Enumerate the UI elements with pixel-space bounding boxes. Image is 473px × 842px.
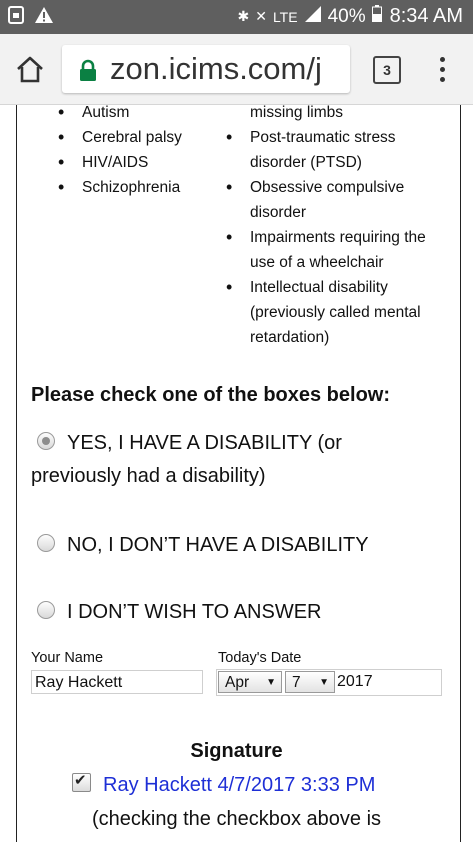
conditions-list-left	[58, 105, 208, 200]
list-item: • Schizophrenia	[58, 175, 208, 200]
conditions-list-right	[226, 105, 441, 350]
date-label: Today's Date	[218, 650, 302, 666]
radio-option-decline[interactable]: I DON’T WISH TO ANSWER	[31, 596, 321, 629]
bluetooth-icon: ✱	[237, 8, 250, 24]
list-item: • Intellectual disability (previously called mental retardation)	[226, 275, 441, 350]
tab-switcher-button[interactable]: 3	[373, 56, 401, 84]
content-border-left	[16, 105, 17, 842]
home-icon[interactable]	[14, 54, 46, 86]
name-label: Your Name	[31, 650, 104, 666]
list-item: • Autism	[58, 105, 208, 125]
address-bar[interactable]	[62, 45, 350, 93]
overflow-menu-icon[interactable]	[432, 54, 452, 84]
day-select[interactable]: 7 ▼	[285, 671, 335, 693]
warning-icon	[34, 6, 54, 30]
date-field	[216, 669, 442, 696]
list-item: • Impairments requiring the use of a wheelchair	[226, 225, 441, 275]
list-item: • Post-traumatic stress disorder (PTSD)	[226, 125, 441, 175]
month-select[interactable]: Apr ▼	[218, 671, 282, 693]
name-field[interactable]: Ray Hackett	[31, 670, 203, 694]
url-text: zon.icims.com/j	[110, 51, 322, 86]
radio-button-no[interactable]	[37, 534, 55, 552]
dropdown-arrow-icon: ▼	[266, 677, 276, 688]
lte-signal-icon: LTE	[272, 8, 298, 25]
clock: 8:34 AM	[389, 5, 463, 27]
signature-text: Ray Hackett 4/7/2017 3:33 PM	[103, 774, 376, 796]
year-field[interactable]: 2017	[337, 673, 373, 690]
page-content	[0, 105, 473, 842]
form-heading: Please check one of the boxes below:	[31, 384, 391, 406]
signature-heading: Signature	[190, 740, 283, 762]
content-border-right	[460, 105, 461, 842]
signature-checkbox[interactable]	[72, 773, 91, 792]
list-item: • Cerebral palsy	[58, 125, 208, 150]
radio-option-yes[interactable]: YES, I HAVE A DISABILITY (or previously had a disability)	[31, 432, 342, 487]
radio-button-yes[interactable]	[37, 432, 55, 450]
radio-option-no[interactable]: NO, I DON’T HAVE A DISABILITY	[31, 529, 369, 562]
list-item: missing limbs	[250, 105, 344, 121]
cell-signal-icon	[304, 6, 322, 28]
battery-icon	[372, 5, 382, 28]
status-bar	[0, 0, 473, 34]
radio-button-decline[interactable]	[37, 601, 55, 619]
lock-icon	[78, 59, 98, 81]
signature-note: (checking the checkbox above is	[91, 808, 382, 830]
list-item: • HIV/AIDS	[58, 150, 208, 175]
battery-level: 40%	[327, 5, 366, 27]
browser-toolbar	[0, 34, 473, 105]
screenshot-notification-icon	[8, 6, 24, 30]
signature-row[interactable]	[72, 773, 375, 797]
list-item: • Obsessive compulsive disorder	[226, 175, 441, 225]
dropdown-arrow-icon: ▼	[319, 677, 329, 688]
mute-icon: ✕	[255, 8, 267, 24]
